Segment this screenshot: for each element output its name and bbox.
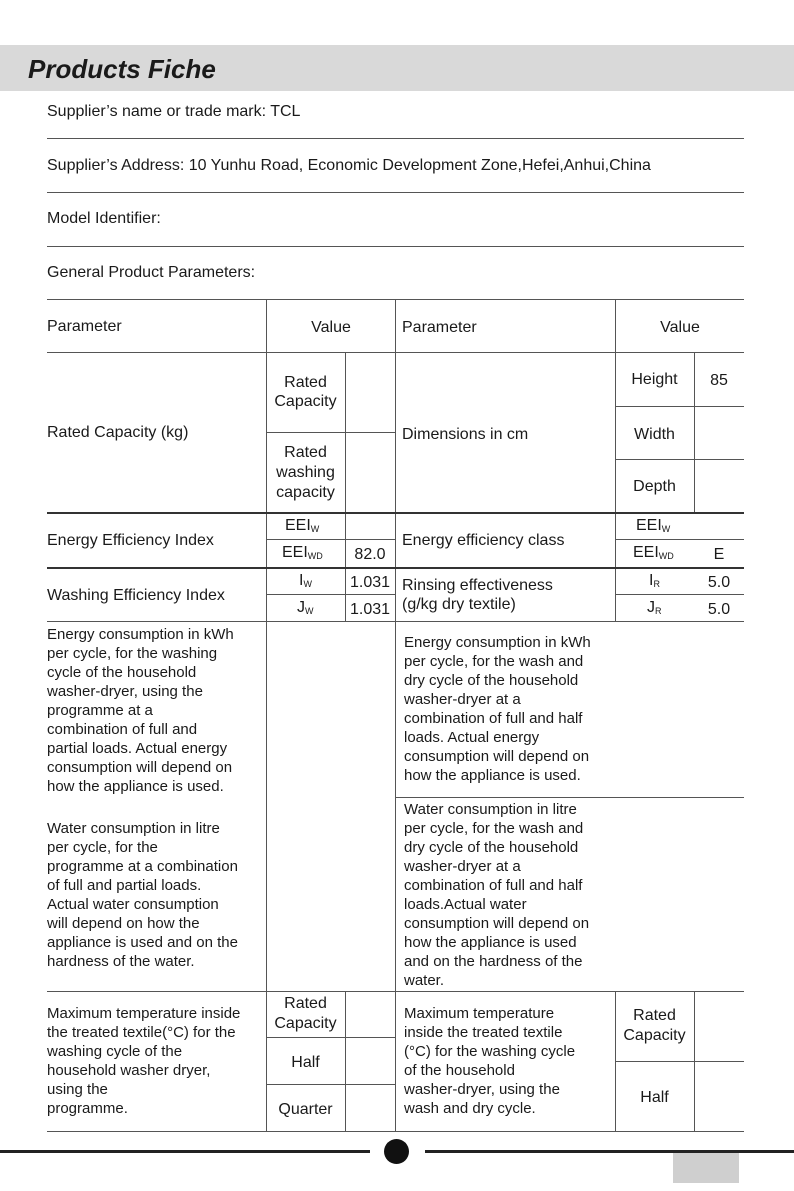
- page-title: Products Fiche: [28, 54, 216, 84]
- ir-symbol: $I_R$: [649, 572, 660, 589]
- energy-efficiency-index-label: Energy Efficiency Index: [47, 532, 214, 549]
- header-parameter-right: Parameter: [402, 319, 477, 336]
- iw-symbol: $I_W$: [299, 572, 312, 589]
- width-label: Width: [634, 426, 675, 443]
- table-row-border: [47, 512, 744, 514]
- dimensions-label: Dimensions in cm: [402, 426, 529, 443]
- depth-label: Depth: [633, 478, 676, 495]
- table-row-border: [615, 459, 744, 460]
- temp-right-half-sublabel: Half: [640, 1089, 669, 1106]
- temp-half-sublabel: Half: [291, 1054, 320, 1071]
- eei-w-symbol: $EEI_W$: [285, 517, 320, 534]
- energy-consumption-wash-dry-label: Energy consumption in kWh per cycle, for the wash and dry cycle of the household washer-dryer at a combination of full and half loads. Actual energy consumption will depend on how the appliance is used.: [404, 634, 591, 784]
- divider: [47, 138, 744, 139]
- table-row-border: [615, 594, 744, 595]
- rated-capacity-sublabel: Rated Capacity: [274, 374, 337, 410]
- footer-page-tab: [673, 1153, 739, 1183]
- energy-class-label: Energy efficiency class: [402, 532, 565, 549]
- jr-symbol: $J_R$: [647, 599, 662, 616]
- eei-wd-value: 82.0: [354, 546, 386, 563]
- energy-consumption-washing-label: Energy consumption in kWh per cycle, for the washing cycle of the household washer-dryer, using the programme at a combination of full and partial loads. Actual energy consumption will depend on how the appliance is used.: [47, 626, 234, 795]
- height-label: Height: [631, 371, 678, 388]
- eei-wd-symbol: $EEI_{WD}$: [282, 544, 323, 561]
- divider: [47, 246, 744, 247]
- table-row-border: [615, 1061, 744, 1062]
- jr-value: 5.0: [707, 601, 731, 618]
- table-row-border: [47, 621, 744, 622]
- rated-washing-capacity-sublabel: Rated washing capacity: [276, 444, 335, 501]
- divider: [47, 192, 744, 193]
- table-row-border: [266, 432, 395, 433]
- header-parameter-left: Parameter: [47, 318, 122, 335]
- table-column-divider: [345, 991, 346, 1131]
- height-value: 85: [710, 372, 728, 389]
- table-row-border: [266, 1084, 395, 1085]
- table-row-border: [47, 991, 744, 992]
- table-row-border: [47, 567, 744, 569]
- table-row-border: [615, 406, 744, 407]
- class-eei-w-symbol: $EEI_W$: [636, 517, 671, 534]
- washing-efficiency-index-label: Washing Efficiency Index: [47, 587, 225, 604]
- table-row-border: [266, 539, 395, 540]
- max-temperature-wash-dry-label: Maximum temperature inside the treated textile (°C) for the washing cycle of the household washer-dryer, using the wash and dry cycle.: [404, 1005, 576, 1117]
- table-row-border: [615, 539, 744, 540]
- footer-page-dot: [384, 1139, 409, 1164]
- temp-right-rated-capacity-sublabel: Rated Capacity: [623, 1007, 686, 1044]
- header-value-right: Value: [660, 319, 700, 336]
- general-params-heading: General Product Parameters:: [47, 264, 256, 281]
- table-row-border: [266, 594, 395, 595]
- temp-quarter-sublabel: Quarter: [278, 1101, 333, 1118]
- table-row-border: [395, 797, 744, 798]
- table-column-divider: [395, 299, 396, 1131]
- table-row-border: [47, 352, 744, 353]
- rinsing-effectiveness-label: Rinsing effectiveness (g/kg dry textile): [402, 577, 553, 613]
- supplier-address: Supplier’s Address: 10 Yunhu Road, Economic Development Zone,Hefei,Anhui,China: [47, 157, 651, 174]
- max-temperature-washing-label: Maximum temperature inside the treated textile(°C) for the washing cycle of the household washer dryer, using the programme.: [47, 1005, 241, 1117]
- footer-rule-left: [0, 1150, 370, 1153]
- class-eei-wd-symbol: $EEI_{WD}$: [633, 544, 674, 561]
- model-identifier: Model Identifier:: [47, 210, 161, 227]
- temp-rated-capacity-sublabel: Rated Capacity: [274, 995, 337, 1032]
- table-row-border: [266, 1037, 395, 1038]
- water-consumption-wash-dry-label: Water consumption in litre per cycle, for the wash and dry cycle of the household washer-dryer at a combination of full and half loads.Actual water consumption will depend on how the appliance is used and on the hardness of the water.: [404, 801, 590, 989]
- table-bottom-border: [47, 1131, 744, 1132]
- iw-value: 1.031: [349, 574, 391, 591]
- rated-capacity-label: Rated Capacity (kg): [47, 424, 189, 441]
- energy-class-value: E: [713, 546, 725, 563]
- jw-value: 1.031: [349, 601, 391, 618]
- jw-symbol: $J_W$: [297, 599, 314, 616]
- header-value-left: Value: [311, 319, 351, 336]
- supplier-name: Supplier’s name or trade mark: TCL: [47, 103, 301, 120]
- ir-value: 5.0: [707, 574, 731, 591]
- water-consumption-washing-label: Water consumption in litre per cycle, for the programme at a combination of full and partial loads. Actual water consumption will depend on how the appliance is used and on the hardness of the water.: [47, 820, 238, 970]
